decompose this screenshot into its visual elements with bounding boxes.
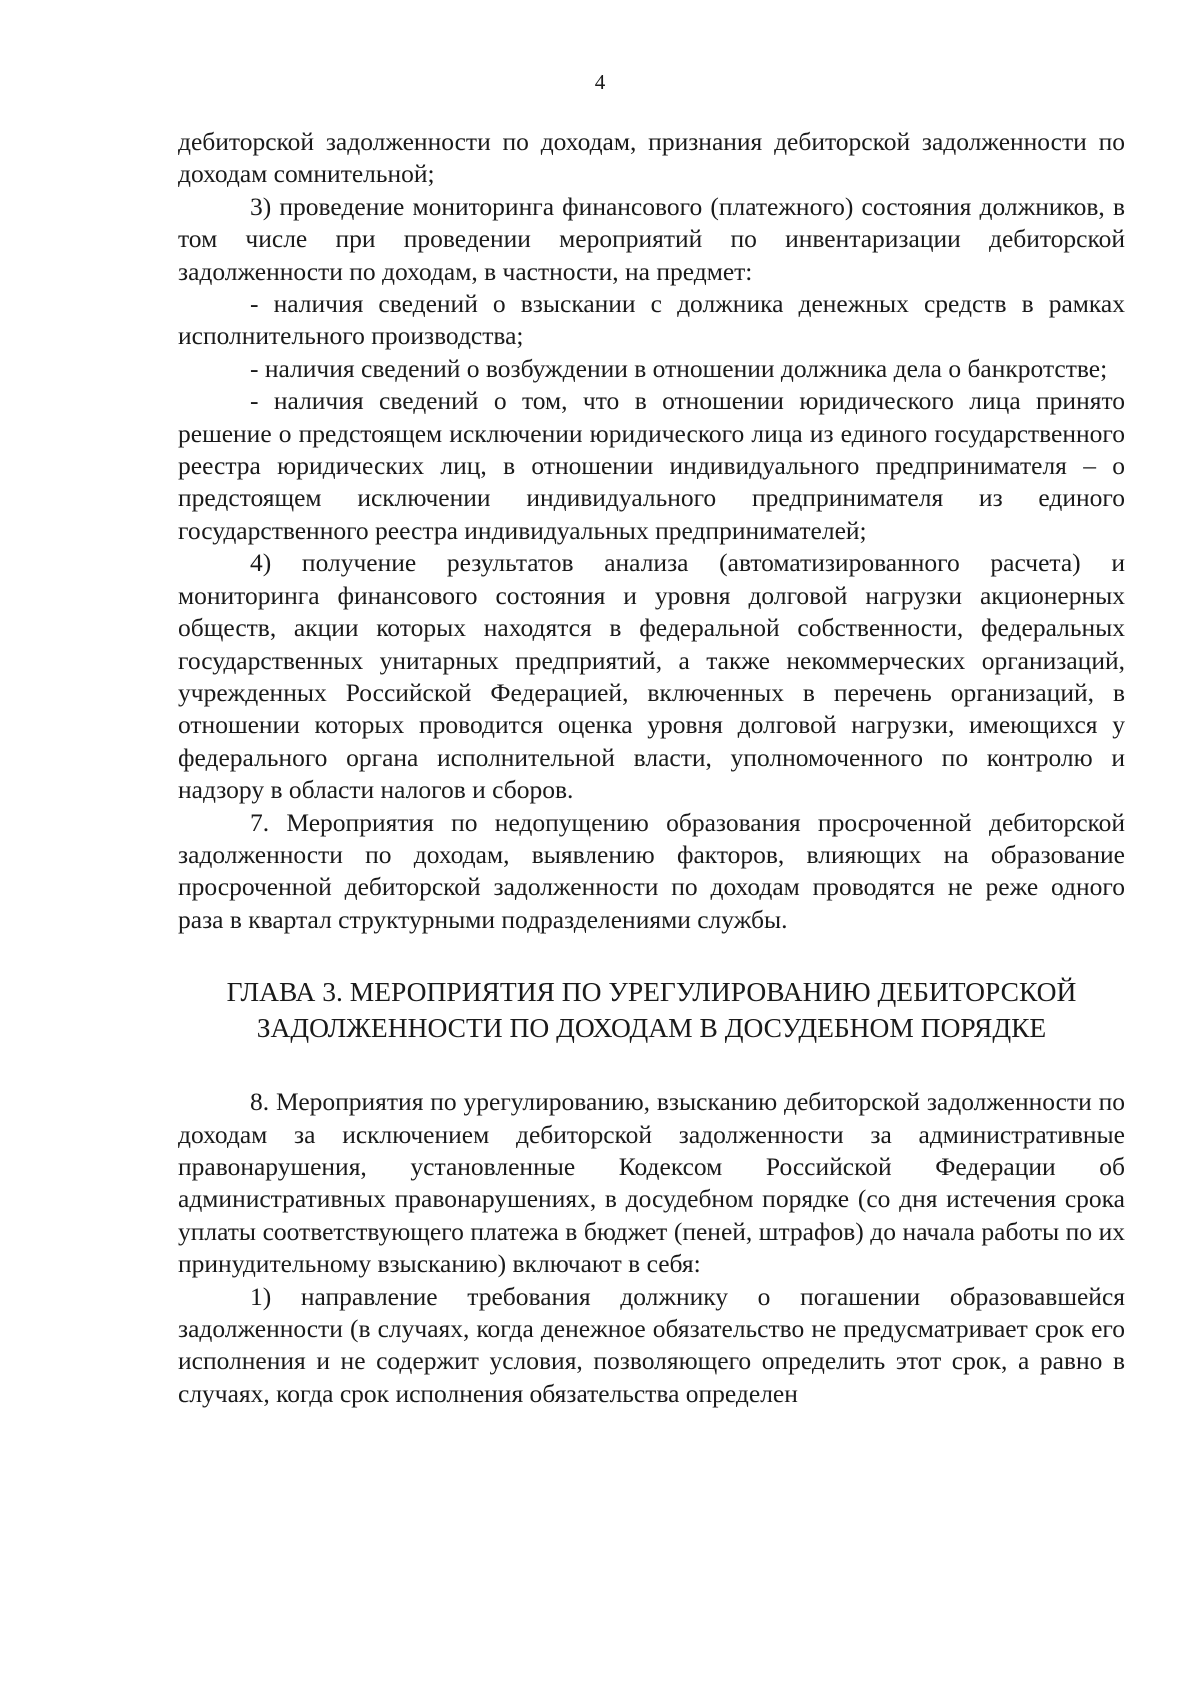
paragraph-bullet-bankruptcy: - наличия сведений о возбуждении в отношении должника дела о банкротстве; [250, 353, 1108, 383]
page-number: 4 [594, 70, 606, 94]
paragraph-item-3: 3) проведение мониторинга финансового (платежного) состояния должников, в том числе при проведении мероприятий по инвентаризации дебиторской задолженности по доходам, в частности, на предмет: [178, 191, 1125, 286]
paragraph-item-4: 4) получение результатов анализа (автоматизированного расчета) и мониторинга финансового состояния и уровня долговой нагрузки акционерных обществ, акции которых находятся в федеральной собственности, федеральных государственных унитарных предприятий, а также некоммерческих организаций, учрежденных Российской Федерацией, включенных в перечень организаций, в отношении которых проводится оценка уровня долговой нагрузки, имеющихся у федерального органа исполнительной власти, уполномоченного по контролю и надзору в области налогов и сборов. [178, 548, 1125, 805]
chapter-heading-line-2: ЗАДОЛЖЕННОСТИ ПО ДОХОДАМ В ДОСУДЕБНОМ ПОРЯДКЕ [256, 1012, 1047, 1044]
chapter-heading [178, 974, 1125, 1046]
paragraph-bullet-exclusion: - наличия сведений о том, что в отношении юридического лица принято решение о предстоящем исключении юридического лица из единого государственного реестра юридических лиц, в отношении индивидуального предпринимателя – о предстоящем исключении индивидуального предпринимателя из единого государственного реестра индивидуальных предпринимателей; [178, 386, 1125, 545]
document-body [178, 126, 1125, 1410]
paragraph-section-8: 8. Мероприятия по урегулированию, взысканию дебиторской задолженности по доходам за исключением дебиторской задолженности за административные правонарушения, установленные Кодексом Российской Федерации об административных правонарушениях, в досудебном порядке (со дня истечения срока уплаты соответствующего платежа в бюджет (пеней, штрафов) до начала работы по их принудительному взысканию) включают в себя: [178, 1087, 1125, 1279]
paragraph-bullet-enforcement: - наличия сведений о взыскании с должника денежных средств в рамках исполнительного производства; [178, 289, 1125, 351]
paragraph-continuation: дебиторской задолженности по доходам, признания дебиторской задолженности по доходам сомнительной; [178, 127, 1125, 189]
paragraph-section-8-item-1: 1) направление требования должнику о погашении образовавшейся задолженности (в случаях, когда денежное обязательство не предусматривает срок его исполнения и не содержит условия, позволяющего определить этот срок, а равно в случаях, когда срок исполнения обязательства определен [178, 1281, 1125, 1408]
chapter-heading-line-1: ГЛАВА 3. МЕРОПРИЯТИЯ ПО УРЕГУЛИРОВАНИЮ ДЕБИТОРСКОЙ [226, 976, 1077, 1008]
paragraph-section-7: 7. Мероприятия по недопущению образования просроченной дебиторской задолженности по доходам, выявлению факторов, влияющих на образование просроченной дебиторской задолженности по доходам проводятся не реже одного раза в квартал структурными подразделениями службы. [178, 807, 1125, 934]
